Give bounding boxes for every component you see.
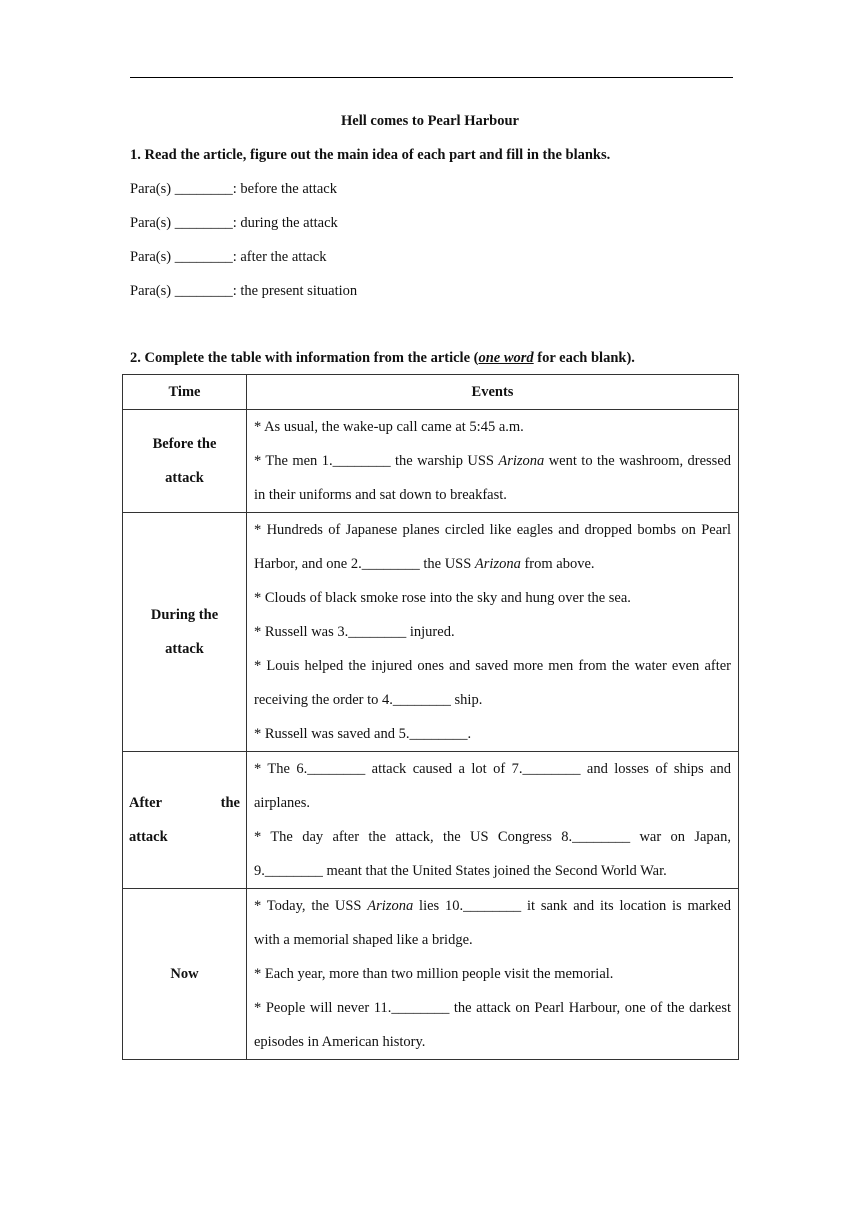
events-column-header: Events [247,375,739,410]
event-item: * The men 1.________ the warship USS Arizona went to the washroom, dressed in their uniforms and sat down to breakfast. [254,453,732,503]
time-cell-after [123,752,247,889]
time-label-line2: attack [165,470,204,486]
event-item: * As usual, the wake-up call came at 5:45 a.m. [254,419,524,435]
time-label-line1: Now [170,966,199,982]
question-2-heading-end: for each blank). [533,350,635,366]
event-item: * Hundreds of Japanese planes circled like eagles and dropped bombs on Pearl Harbor, and one 2.________ the USS Arizona from above. [254,522,731,572]
event-item: * Today, the USS Arizona lies 10.________ it sank and its location is marked with a memorial shaped like a bridge. [254,898,731,948]
para-line-present: Para(s) ________: the present situation [130,283,358,299]
question-2-heading [130,350,635,367]
event-item: * The day after the attack, the US Congress 8.________ war on Japan, 9.________ meant that the United States joined the Second World War. [254,829,731,879]
event-item: * Russell was 3.________ injured. [254,624,455,640]
time-label-line1: Before the [152,436,217,452]
header-rule [130,77,733,78]
table-row [123,752,739,889]
events-cell-now [247,889,739,1060]
table-row [123,513,739,752]
event-item: * People will never 11.________ the attack on Pearl Harbour, one of the darkest episodes in American history. [254,1000,731,1050]
time-cell-during [123,513,247,752]
time-label-line1: After the [129,795,240,811]
event-item: * Clouds of black smoke rose into the sky and hung over the sea. [254,590,631,606]
event-item: * Russell was saved and 5.________. [254,726,472,742]
event-item: * Louis helped the injured ones and saved more men from the water even after receiving the order to 4.________ ship. [254,658,731,708]
event-item: * Each year, more than two million people visit the memorial. [254,966,614,982]
events-cell-during [247,513,739,752]
time-cell-before [123,410,247,513]
events-cell-after [247,752,739,889]
time-label-line2: attack [165,641,204,657]
para-line-after: Para(s) ________: after the attack [130,249,327,265]
time-column-header: Time [123,375,247,410]
time-label-line2: attack [129,829,168,845]
para-line-before: Para(s) ________: before the attack [130,181,337,197]
time-label-line1: During the [150,607,219,623]
page-title: Hell comes to Pearl Harbour [341,113,519,129]
question-2-heading-emphasis: one word [478,350,534,366]
question-1-heading: 1. Read the article, figure out the main idea of each part and fill in the blanks. [130,147,611,163]
events-table [122,374,739,1060]
table-row [123,889,739,1060]
time-cell-now [123,889,247,1060]
events-cell-before [247,410,739,513]
event-item: * The 6.________ attack caused a lot of 7.________ and losses of ships and airplanes. [254,761,731,811]
para-line-during: Para(s) ________: during the attack [130,215,338,231]
table-header-row [123,375,739,410]
table-row [123,410,739,513]
question-2-heading-start: 2. Complete the table with information from the article ( [130,350,479,366]
